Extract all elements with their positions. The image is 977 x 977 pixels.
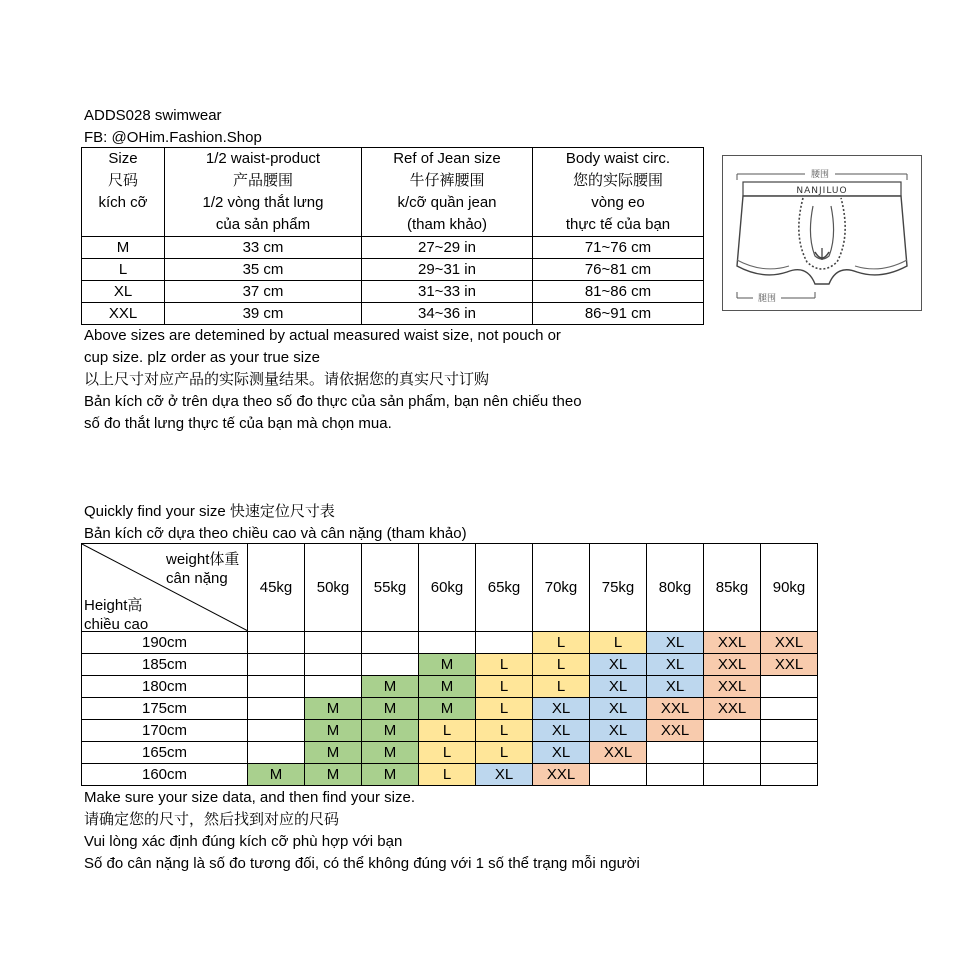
size-cell: XL [590,654,647,676]
brand-label: NANJILUO [796,186,848,196]
table-row [82,281,704,303]
note-bottom-1: Make sure your size data, and then find your size. [84,789,416,806]
height-cell: 175cm [82,698,248,720]
size-cell: XL [647,676,704,698]
height-label: Height高 [84,597,143,614]
size-cell [476,632,533,654]
size-cell: L [82,259,165,281]
size-cell: L [419,742,476,764]
size-cell: XL [476,764,533,786]
size-cell: XXL [704,676,761,698]
size-cell [704,720,761,742]
size-cell: L [533,676,590,698]
size-cell: XXL [647,720,704,742]
size-cell: XL [647,632,704,654]
weight-header: 55kg [362,544,419,632]
weight-label-vi: cân nặng [166,570,228,587]
size-cell: L [476,742,533,764]
weight-header-row [82,544,818,632]
size-cell [305,676,362,698]
header-size: Size 尺码 kích cỡ [82,148,165,237]
header-product-waist: 1/2 waist-product 产品腰围 1/2 vòng thắt lưng của sản phẩm [165,148,362,237]
size-cell: L [419,720,476,742]
size-cell: M [82,237,165,259]
size-cell [248,654,305,676]
size-cell: XL [533,742,590,764]
size-table [81,147,704,325]
weight-header: 85kg [704,544,761,632]
size-cell: L [476,720,533,742]
header-jean-size: Ref of Jean size 牛仔裤腰围 k/cỡ quần jean (tham khảo) [362,148,533,237]
table-row [82,742,818,764]
size-table-header [82,148,704,237]
size-cell [590,764,647,786]
size-cell: L [476,654,533,676]
note-top-5: số đo thắt lưng thực tế của bạn mà chọn mua. [84,415,392,432]
product-waist-cell: 33 cm [165,237,362,259]
size-cell: XXL [761,632,818,654]
size-cell: XL [590,698,647,720]
jean-size-cell: 31~33 in [362,281,533,303]
size-cell: XXL [704,632,761,654]
size-cell [704,764,761,786]
size-cell: XXL [533,764,590,786]
size-cell [305,654,362,676]
size-cell: XXL [647,698,704,720]
weight-header: 60kg [419,544,476,632]
size-cell: XL [533,720,590,742]
size-cell: XL [533,698,590,720]
table-row [82,303,704,325]
corner-cell [82,544,248,632]
size-cell: L [419,764,476,786]
size-cell: M [305,742,362,764]
height-cell: 185cm [82,654,248,676]
size-cell: XL [590,676,647,698]
size-cell [248,742,305,764]
size-cell: XL [647,654,704,676]
size-cell: L [590,632,647,654]
size-cell [761,764,818,786]
size-cell [305,632,362,654]
size-cell: XXL [704,698,761,720]
size-cell: L [476,676,533,698]
product-waist-cell: 35 cm [165,259,362,281]
weight-header: 65kg [476,544,533,632]
weight-header: 50kg [305,544,362,632]
body-waist-cell: 76~81 cm [533,259,704,281]
size-cell [761,720,818,742]
table-row [82,237,704,259]
body-waist-cell: 81~86 cm [533,281,704,303]
jean-size-cell: 29~31 in [362,259,533,281]
height-label-vi: chiều cao [84,616,149,632]
size-cell: M [419,698,476,720]
briefs-diagram [722,155,922,311]
table-row [82,764,818,786]
size-cell: M [362,720,419,742]
product-waist-cell: 37 cm [165,281,362,303]
table-row [82,632,818,654]
size-cell: XL [82,281,165,303]
size-cell: XXL [82,303,165,325]
product-waist-cell: 39 cm [165,303,362,325]
table-row [82,654,818,676]
size-cell [704,742,761,764]
size-cell: M [419,654,476,676]
size-cell: M [362,764,419,786]
size-cell [248,676,305,698]
size-cell: L [533,654,590,676]
weight-label: weight体重 [166,551,240,568]
note-bottom-3: Vui lòng xác định đúng kích cỡ phù hợp với bạn [84,833,403,850]
size-finder-table [81,543,818,786]
note-top-3: 以上尺寸对应产品的实际测量结果。请依据您的真实尺寸订购 [84,371,490,388]
table-row [82,259,704,281]
note-top-4: Bản kích cỡ ở trên dựa theo số đo thực của sản phẩm, bạn nên chiếu theo [84,393,582,410]
note-bottom-2: 请确定您的尺寸，然后找到对应的尺码 [84,811,340,828]
jean-size-cell: 27~29 in [362,237,533,259]
size-cell: M [305,698,362,720]
waist-label: 腰围 [810,170,830,180]
size-cell: M [362,698,419,720]
table-row [82,676,818,698]
weight-header: 45kg [248,544,305,632]
table-row [82,720,818,742]
height-cell: 170cm [82,720,248,742]
height-cell: 190cm [82,632,248,654]
size-cell [647,742,704,764]
briefs-illustration [723,156,921,310]
size-cell: L [533,632,590,654]
size-cell: M [362,742,419,764]
thigh-label: 腿围 [757,294,777,304]
find-title: Quickly find your size 快速定位尺寸表 [84,503,335,520]
weight-header: 70kg [533,544,590,632]
header-body-waist: Body waist circ. 您的实际腰围 vòng eo thực tế của bạn [533,148,704,237]
size-cell: XL [590,720,647,742]
size-cell [761,698,818,720]
size-cell: XXL [590,742,647,764]
size-cell [248,720,305,742]
size-cell [362,632,419,654]
size-cell: M [362,676,419,698]
note-bottom-4: Số đo cân nặng là số đo tương đối, có thể không đúng với 1 số thể trạng mỗi người [84,855,640,872]
size-cell: XXL [704,654,761,676]
weight-header: 90kg [761,544,818,632]
size-cell [362,654,419,676]
size-cell: XXL [761,654,818,676]
fb-line: FB: @OHim.Fashion.Shop [84,129,262,146]
size-cell [248,632,305,654]
size-cell: M [305,764,362,786]
note-top-2: cup size. plz order as your true size [84,349,320,366]
table-row [82,698,818,720]
weight-header: 80kg [647,544,704,632]
size-cell [647,764,704,786]
height-cell: 160cm [82,764,248,786]
size-cell [761,742,818,764]
find-subtitle: Bản kích cỡ dựa theo chiều cao và cân nặng (tham khảo) [84,525,467,542]
body-waist-cell: 71~76 cm [533,237,704,259]
size-cell [761,676,818,698]
jean-size-cell: 34~36 in [362,303,533,325]
size-cell: L [476,698,533,720]
size-cell: M [305,720,362,742]
size-cell [248,698,305,720]
size-cell: M [248,764,305,786]
product-line: ADDS028 swimwear [84,107,222,124]
height-cell: 180cm [82,676,248,698]
weight-header: 75kg [590,544,647,632]
body-waist-cell: 86~91 cm [533,303,704,325]
note-top-1: Above sizes are detemined by actual measured waist size, not pouch or [84,327,561,344]
height-cell: 165cm [82,742,248,764]
size-cell: M [419,676,476,698]
size-cell [419,632,476,654]
